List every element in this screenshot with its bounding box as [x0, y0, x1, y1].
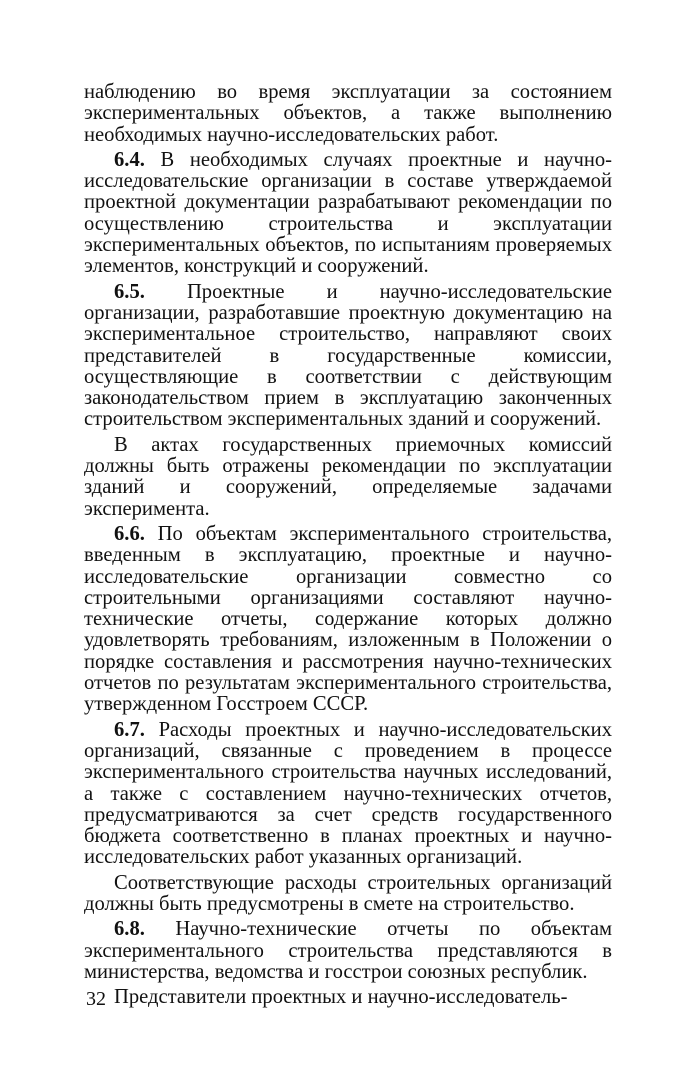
paragraph-6-5 [84, 282, 612, 431]
page-number: 32 [86, 988, 106, 1010]
document-page [84, 82, 612, 1012]
section-number: 6.4. [114, 148, 145, 171]
paragraph-6-4 [84, 150, 612, 278]
paragraph-text: В актах государственных приемочных комиссий должны быть отражены рекомендации по эксплуатации зданий и сооружений, определяемые задачами эксперимента. [84, 433, 612, 520]
paragraph-continuation [84, 82, 612, 146]
section-number: 6.8. [114, 918, 145, 941]
paragraph-text: Научно-технические отчеты по объектам экспериментального строительства представляются в министерства, ведомства и госстрои союзных республик. [84, 918, 612, 983]
paragraph-representatives [84, 987, 612, 1008]
section-number: 6.5. [114, 280, 145, 303]
section-number: 6.7. [114, 718, 145, 741]
section-number: 6.6. [114, 522, 145, 545]
paragraph-acts [84, 435, 612, 520]
paragraph-text: Проектные и научно-исследовательские организации, разработавшие проектную документацию на экспериментальное строительство, направляют своих представителей в государственные комиссии, осуществляющие в соответствии с действующим законодательством прием в эксплуатацию законченных строительством экспериментальных зданий и сооружений. [84, 280, 612, 431]
paragraph-text: Соответствующие расходы строительных организаций должны быть предусмотрены в смете на строительство. [84, 871, 612, 915]
paragraph-6-7 [84, 720, 612, 869]
paragraph-text: Представители проектных и научно-исследователь- [114, 986, 568, 1009]
paragraph-text: Расходы проектных и научно-исследовательских организаций, связанные с проведением в процессе экспериментального строительства научных исследований, а также с составлением научно-технических отчетов, предусматриваются за счет средств государственного бюджета соответственно в планах проектных и научно-исследовательских работ указанных организаций. [84, 718, 612, 869]
paragraph-text: В необходимых случаях проектные и научно-исследовательские организации в составе утверждаемой проектной документации разрабатывают рекомендации по осуществлению строительства и эксплуатации экспериментальных объектов, по испытаниям проверяемых элементов, конструкций и сооружений. [84, 148, 612, 278]
paragraph-6-8 [84, 919, 612, 983]
paragraph-text: наблюдению во время эксплуатации за состоянием экспериментальных объектов, а также выполнению необходимых научно-исследовательских работ. [84, 81, 612, 146]
paragraph-text: По объектам экспериментального строительства, введенным в эксплуатацию, проектные и научно-исследовательские организации совместно со строительными организациями составляют научно-технические отчеты, содержание которых должно удовлетворять требованиям, изложенным в Положении о порядке составления и рассмотрения научно-технических отчетов по результатам экспериментального строительства, утвержденном Госстроем СССР. [84, 522, 612, 716]
paragraph-expenses [84, 873, 612, 916]
paragraph-6-6 [84, 524, 612, 716]
